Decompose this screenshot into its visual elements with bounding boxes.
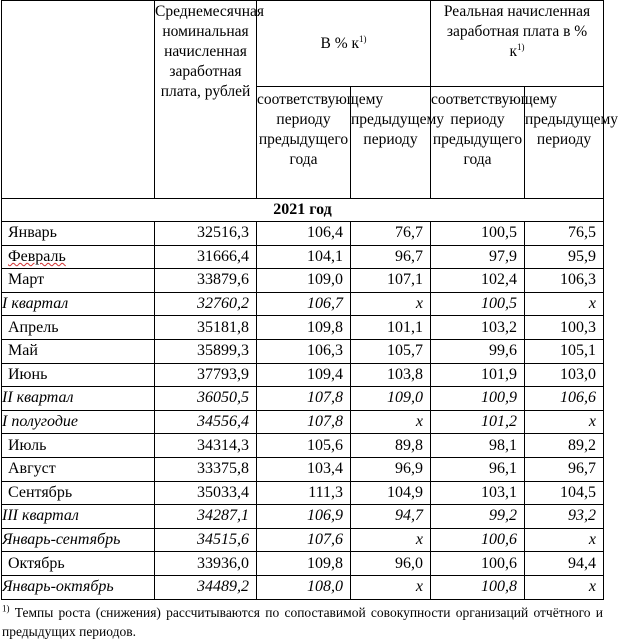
row-label-text: II квартал: [2, 389, 74, 407]
row-value: 99,2: [431, 505, 525, 529]
row-label: [2, 434, 155, 458]
table-row: [2, 387, 604, 411]
table-row: [2, 410, 604, 434]
row-value: 35033,4: [155, 481, 257, 505]
row-value: x: [525, 292, 604, 316]
row-value: 103,2: [431, 316, 525, 340]
row-value: 106,6: [525, 387, 604, 411]
wage-table: [1, 0, 618, 600]
row-value: 109,0: [257, 269, 351, 293]
header-group-real-text: Реальная начисленная заработная плата в % к: [443, 3, 591, 60]
row-value: 33936,0: [155, 552, 257, 576]
row-value: 76,7: [351, 222, 431, 246]
row-label: [2, 552, 155, 576]
row-value: 34287,1: [155, 505, 257, 529]
row-label-text: Февраль: [8, 247, 66, 265]
row-value: 106,9: [257, 505, 351, 529]
row-value: 96,7: [351, 245, 431, 269]
row-value: 100,5: [431, 292, 525, 316]
row-value: 106,3: [525, 269, 604, 293]
row-value: 106,7: [257, 292, 351, 316]
row-value: x: [525, 575, 604, 599]
row-value: 107,8: [257, 410, 351, 434]
row-value: 32760,2: [155, 292, 257, 316]
year-row: [2, 199, 604, 222]
row-label: [2, 410, 155, 434]
row-label-text: I полугодие: [2, 413, 79, 431]
row-value: 35899,3: [155, 339, 257, 363]
table-row: [2, 552, 604, 576]
row-value: 108,0: [257, 575, 351, 599]
row-label-text: Январь: [8, 224, 57, 242]
table-row: [2, 457, 604, 481]
row-label-text: I квартал: [2, 295, 69, 313]
row-value: 107,1: [351, 269, 431, 293]
row-value: 103,4: [257, 457, 351, 481]
row-label: [2, 292, 155, 316]
row-value: 109,8: [257, 316, 351, 340]
header-nominal-wage-text: Среднемесячная номинальная начисленная заработная плата, рублей: [155, 3, 265, 100]
row-value: x: [351, 292, 431, 316]
row-value: 109,0: [351, 387, 431, 411]
table-row: [2, 269, 604, 293]
row-value: 101,9: [431, 363, 525, 387]
table-row: [2, 292, 604, 316]
row-label: [2, 387, 155, 411]
table-row: [2, 528, 604, 552]
row-value: 104,1: [257, 245, 351, 269]
row-value: 102,4: [431, 269, 525, 293]
row-value: 99,6: [431, 339, 525, 363]
row-label-text: Июнь: [8, 365, 48, 383]
row-value: 105,6: [257, 434, 351, 458]
row-value: 107,6: [257, 528, 351, 552]
header-sub-prev-period-real-text: предыдущему периоду: [525, 111, 618, 148]
row-label: [2, 505, 155, 529]
header-sub-same-period-real-text: соответствующему периоду предыдущего года: [431, 91, 558, 168]
row-value: 36050,5: [155, 387, 257, 411]
footnote-mark: 1): [517, 41, 525, 52]
header-nominal-wage: [155, 1, 265, 199]
row-value: 34556,4: [155, 410, 257, 434]
row-value: 111,3: [257, 481, 351, 505]
row-label: [2, 528, 155, 552]
header-row-top: [2, 1, 604, 87]
row-value: 34515,6: [155, 528, 257, 552]
row-value: 106,4: [257, 222, 351, 246]
row-value: 94,7: [351, 505, 431, 529]
row-value: 109,8: [257, 552, 351, 576]
row-value: 103,0: [525, 363, 604, 387]
footnote-mark: 1): [359, 33, 367, 44]
row-label: [2, 245, 155, 269]
row-value: x: [525, 528, 604, 552]
row-value: 101,2: [431, 410, 525, 434]
row-value: 97,9: [431, 245, 525, 269]
row-label-text: Июль: [8, 436, 47, 454]
header-group-percent: [257, 1, 431, 87]
header-sub-prev-period-text: предыдущему периоду: [351, 111, 445, 148]
row-value: 100,6: [431, 528, 525, 552]
row-label: [2, 316, 155, 340]
table-row: [2, 316, 604, 340]
row-value: 98,1: [431, 434, 525, 458]
row-value: 96,7: [525, 457, 604, 481]
table-row: [2, 434, 604, 458]
row-value: 89,8: [351, 434, 431, 458]
row-value: 100,6: [431, 552, 525, 576]
footnote-mark: 1): [2, 603, 10, 613]
row-value: 105,1: [525, 339, 604, 363]
table-body: [2, 222, 604, 600]
row-label-text: Январь-сентябрь: [2, 531, 121, 549]
row-value: 104,9: [351, 481, 431, 505]
row-value: 103,8: [351, 363, 431, 387]
table-row: [2, 505, 604, 529]
row-value: 31666,4: [155, 245, 257, 269]
row-value: 100,3: [525, 316, 604, 340]
row-label-text: Август: [8, 460, 56, 478]
row-value: x: [351, 528, 431, 552]
row-value: 100,9: [431, 387, 525, 411]
row-label-text: Март: [8, 271, 45, 289]
row-value: 33375,8: [155, 457, 257, 481]
row-label: [2, 269, 155, 293]
row-value: 32516,3: [155, 222, 257, 246]
row-value: 76,5: [525, 222, 604, 246]
row-value: x: [351, 410, 431, 434]
row-value: 95,9: [525, 245, 604, 269]
row-label-text: Апрель: [8, 318, 59, 336]
row-value: 109,4: [257, 363, 351, 387]
row-value: 104,5: [525, 481, 604, 505]
row-value: 33879,6: [155, 269, 257, 293]
header-sub-same-period: [257, 87, 384, 199]
header-sub-same-period-text: соответствующему периоду предыдущего года: [257, 91, 384, 168]
table-row: [2, 222, 604, 246]
table-row: [2, 339, 604, 363]
row-label: [2, 222, 155, 246]
row-label: [2, 457, 155, 481]
year-label: 2021 год: [2, 199, 604, 222]
row-value: x: [351, 575, 431, 599]
row-value: 96,0: [351, 552, 431, 576]
header-sub-same-period-real: [431, 87, 558, 199]
table-row: [2, 363, 604, 387]
row-value: 106,3: [257, 339, 351, 363]
row-value: 105,7: [351, 339, 431, 363]
row-value: 101,1: [351, 316, 431, 340]
row-value: 96,9: [351, 457, 431, 481]
row-value: 103,1: [431, 481, 525, 505]
row-value: 37793,9: [155, 363, 257, 387]
row-label-text: Май: [8, 342, 38, 360]
row-value: 107,8: [257, 387, 351, 411]
row-value: 34314,3: [155, 434, 257, 458]
row-value: 93,2: [525, 505, 604, 529]
header-group-real: [431, 1, 604, 87]
row-value: 100,8: [431, 575, 525, 599]
row-label-text: Январь-октябрь: [2, 578, 114, 596]
footnote: [0, 600, 605, 641]
table-row: [2, 575, 604, 599]
row-value: 96,1: [431, 457, 525, 481]
row-label: [2, 363, 155, 387]
row-label-text: Октябрь: [8, 554, 65, 572]
row-label-text: III квартал: [2, 507, 79, 525]
row-value: 89,2: [525, 434, 604, 458]
row-value: x: [525, 410, 604, 434]
row-value: 34489,2: [155, 575, 257, 599]
table-row: [2, 481, 604, 505]
row-value: 100,5: [431, 222, 525, 246]
row-label-text: Сентябрь: [8, 483, 73, 501]
row-label: [2, 481, 155, 505]
header-group-percent-text: В % к: [320, 34, 360, 52]
table-row: [2, 245, 604, 269]
row-value: 94,4: [525, 552, 604, 576]
row-label: [2, 575, 155, 599]
row-value: 35181,8: [155, 316, 257, 340]
footnote-text: Темпы роста (снижения) рассчитываются по сопоставимой совокупности организаций отчётного и предыдущих периодов.: [2, 604, 603, 639]
header-blank-cell: [2, 1, 155, 199]
row-label: [2, 339, 155, 363]
